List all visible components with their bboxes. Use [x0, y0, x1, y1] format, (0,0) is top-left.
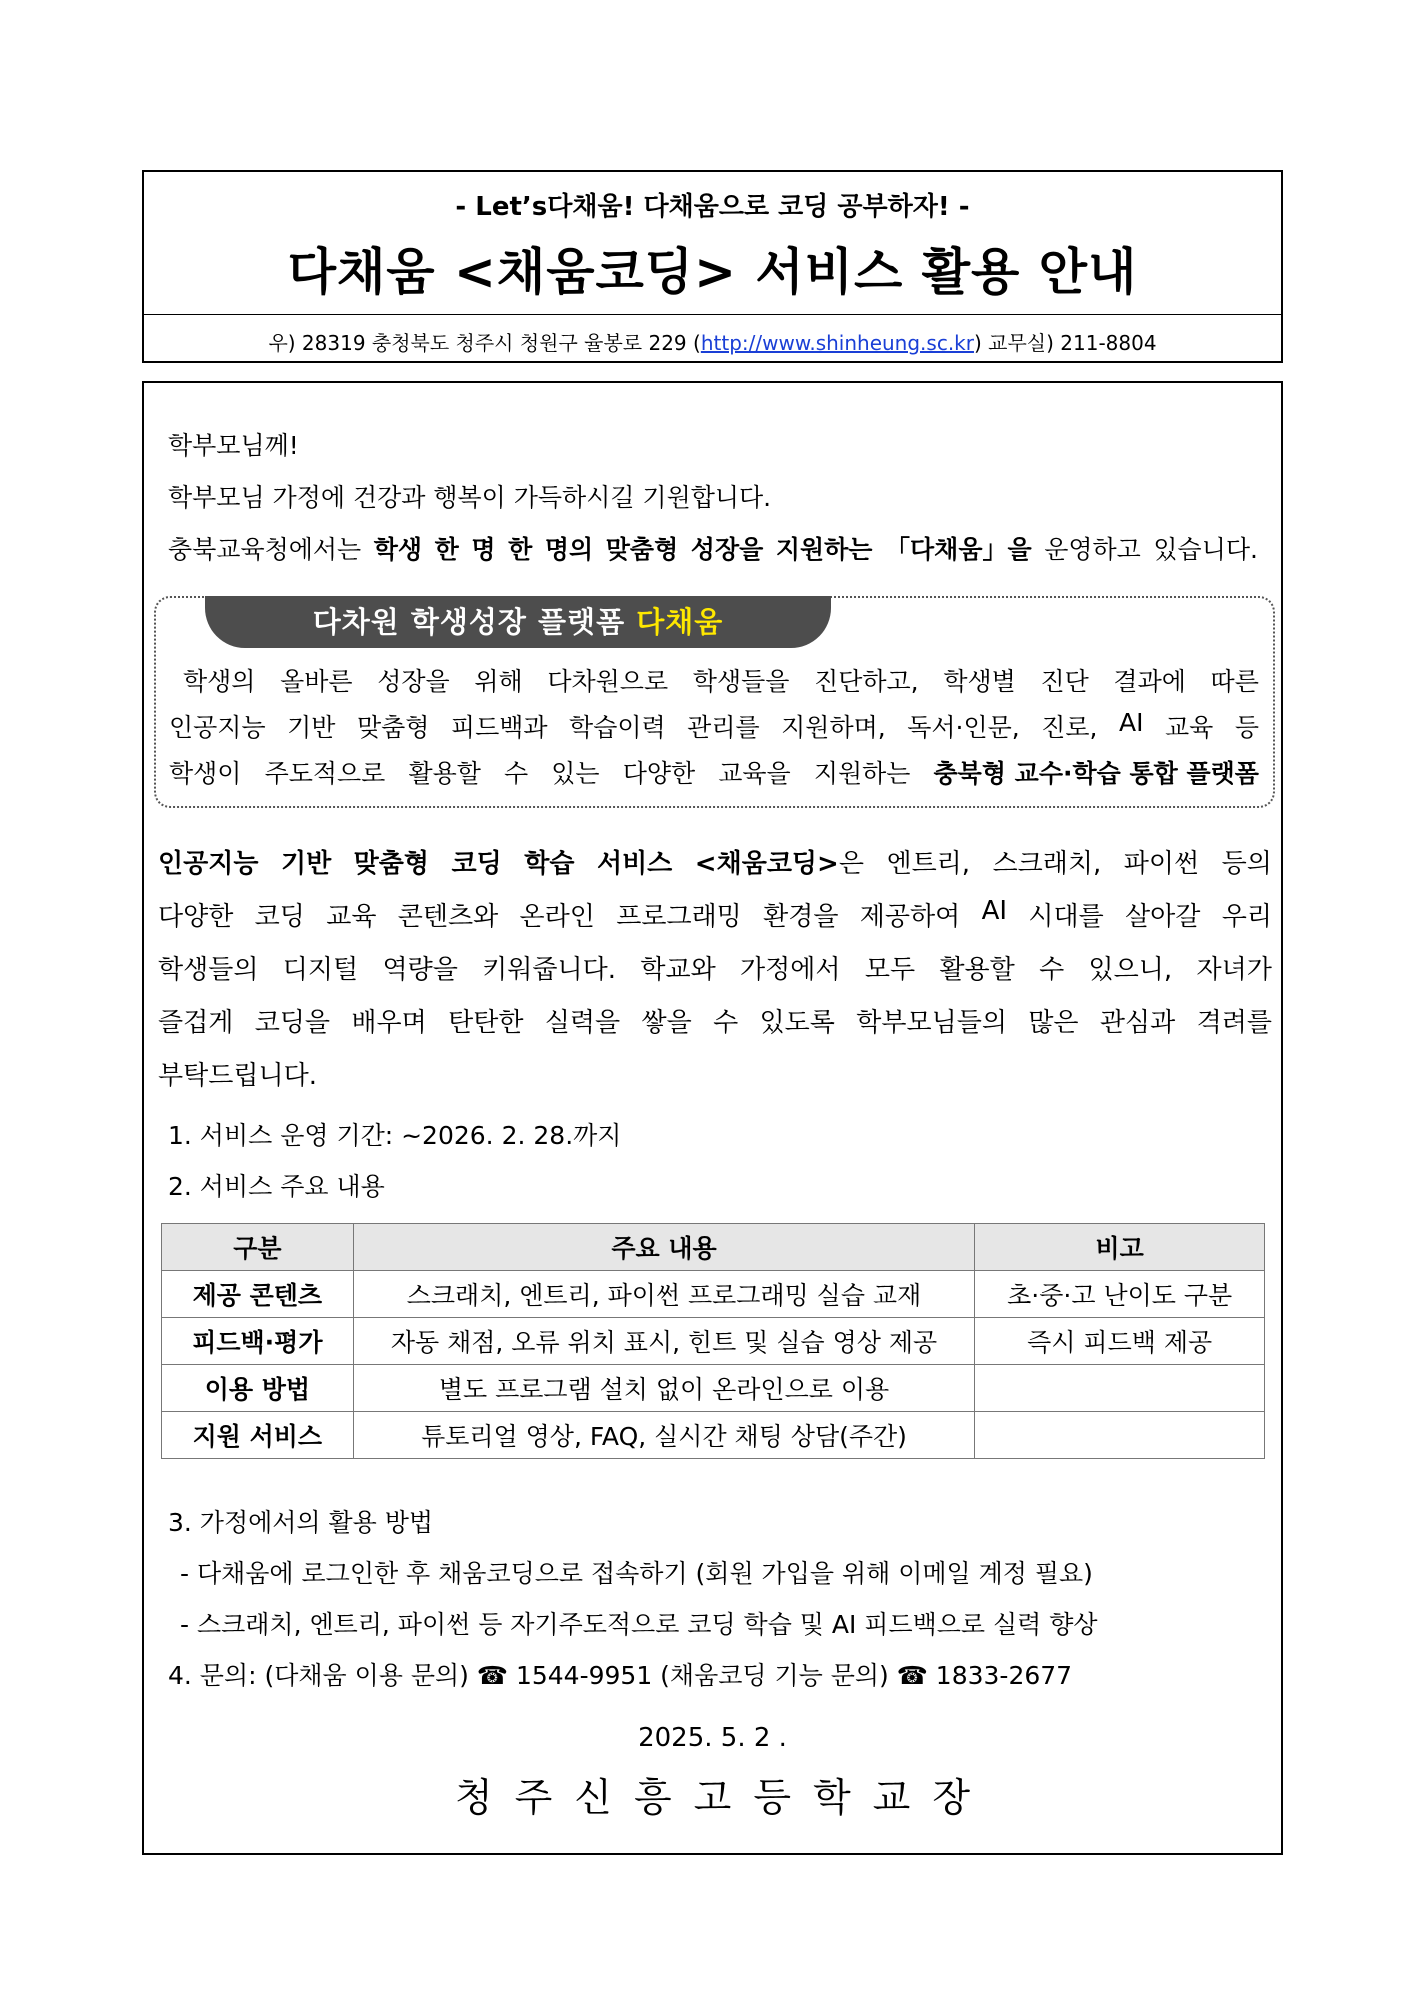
word: 콘텐츠와: [397, 902, 499, 932]
word: 자녀가: [1196, 955, 1272, 985]
word: 맞춤형: [605, 535, 679, 564]
table-row: [162, 1318, 1265, 1365]
word: 운영하고: [1044, 535, 1141, 564]
word: 실력을: [544, 1008, 621, 1038]
word: 한: [508, 535, 533, 564]
word: 기반: [280, 849, 332, 879]
word: 맞춤형: [356, 713, 430, 742]
word: 디지털: [282, 955, 359, 985]
word: 한: [434, 535, 459, 564]
word: AI: [1119, 708, 1144, 737]
greeting-line-1: 학부모님께!: [168, 431, 299, 460]
word: 다양한: [622, 759, 696, 788]
word: 수: [504, 759, 529, 788]
intro-line-5: 부탁드립니다.: [158, 1061, 317, 1091]
word: 지원하는: [775, 535, 873, 564]
word: 은: [838, 849, 864, 879]
table-cell: 이용 방법: [162, 1365, 354, 1412]
item-service-content: 2. 서비스 주요 내용: [168, 1172, 385, 1201]
word: 학교와: [640, 955, 716, 985]
word: 수: [713, 1008, 739, 1038]
word: 모두: [864, 955, 916, 985]
word: 올바른: [280, 667, 353, 696]
platform-banner: [205, 596, 831, 648]
address: 우) 28319 충청북도 청주시 청원구 율봉로 229 (: [268, 331, 701, 355]
table-cell: 즉시 피드백 제공: [975, 1318, 1265, 1365]
word: 교육: [1165, 713, 1214, 742]
intro-line-1: [158, 843, 1272, 880]
table-cell: 제공 콘텐츠: [162, 1271, 354, 1318]
signer: 청주신흥고등학교장: [454, 1776, 993, 1821]
word: 많은: [1028, 1008, 1079, 1038]
word: 스크래치,: [992, 849, 1102, 879]
platform-line-2: [169, 708, 1259, 744]
item-service-period: 1. 서비스 운영 기간: ~2026. 2. 28.까지: [168, 1121, 622, 1150]
greeting-line-3: [168, 530, 1258, 566]
word: 학부모님들의: [856, 1008, 1007, 1038]
word: 교육: [326, 902, 377, 932]
table-row: [162, 1412, 1265, 1459]
word: 활용할: [408, 759, 481, 788]
intro-line-3: [158, 949, 1272, 986]
header-category: 구분: [162, 1224, 354, 1271]
word: 등: [1234, 713, 1259, 742]
word: 따른: [1210, 667, 1259, 696]
body-box: [142, 381, 1283, 1855]
table-cell: 자동 채점, 오류 위치 표시, 힌트 및 실습 영상 제공: [353, 1318, 975, 1365]
word: AI: [981, 896, 1008, 926]
word: 진단하고,: [814, 667, 919, 696]
word: 맞춤형: [353, 849, 430, 879]
word: 결과에: [1113, 667, 1186, 696]
word: 있도록: [759, 1008, 835, 1038]
table-cell: 피드백·평가: [162, 1318, 354, 1365]
word: 충북교육청에서는: [168, 535, 362, 564]
address-bar: [144, 314, 1281, 364]
word: 탄탄한: [448, 1008, 524, 1038]
subtitle: - Let’s다채움! 다채움으로 코딩 공부하자! -: [455, 192, 970, 222]
intro-line-4: [158, 1002, 1272, 1039]
table-header-row: [162, 1224, 1265, 1271]
word: 등의: [1221, 849, 1272, 879]
word: 명: [471, 535, 496, 564]
word: 독서·인문,: [907, 713, 1020, 742]
word: 프로그래밍: [616, 902, 742, 932]
intro-line-2: [158, 896, 1272, 933]
word: 성장을: [690, 535, 764, 564]
word: 있는: [551, 759, 600, 788]
word: 서비스: [596, 849, 673, 879]
word: 기반: [287, 713, 336, 742]
table-cell: 초·중·고 난이도 구분: [975, 1271, 1265, 1318]
word: 키워줍니다.: [482, 955, 617, 985]
table-cell: [975, 1365, 1265, 1412]
platform-box: [154, 596, 1275, 808]
word: 인공지능: [169, 713, 266, 742]
page-title: 다채움 <채움코딩> 서비스 활용 안내: [287, 243, 1138, 301]
table-cell: 별도 프로그램 설치 없이 온라인으로 이용: [353, 1365, 975, 1412]
word: 학생이: [169, 759, 242, 788]
word: 위해: [474, 667, 523, 696]
table-cell: 스크래치, 엔트리, 파이썬 프로그래밍 실습 교재: [353, 1271, 975, 1318]
word: 성장을: [377, 667, 450, 696]
banner-prefix: 다차원 학생성장 플랫폼: [312, 605, 637, 639]
table-cell: 튜토리얼 영상, FAQ, 실시간 채팅 상담(주간): [353, 1412, 975, 1459]
word: 가정에서: [740, 955, 841, 985]
word: 학습이력: [569, 713, 666, 742]
word: 학생: [373, 535, 423, 564]
word: 쌓을: [641, 1008, 692, 1038]
word: 「다채움」을: [885, 535, 1032, 564]
word: 격려를: [1196, 1008, 1272, 1038]
word: 관심과: [1099, 1008, 1176, 1038]
platform-line-3: [169, 754, 1259, 790]
word: 있습니다.: [1153, 535, 1258, 564]
word: 피드백과: [450, 713, 548, 742]
word: 시대를: [1028, 902, 1104, 932]
school-url-link[interactable]: http://www.shinheung.sc.kr: [700, 331, 974, 355]
service-name: <채움코딩>: [694, 849, 839, 879]
word: 있으니,: [1088, 955, 1173, 985]
word: 파이썬: [1123, 849, 1200, 879]
word: 학생의: [183, 667, 256, 696]
address-text: [144, 327, 1281, 356]
address-tail: ) 교무실) 211-8804: [973, 331, 1157, 355]
word: 코딩: [254, 902, 305, 932]
banner-highlight: 다채움: [636, 605, 724, 639]
header-content: 주요 내용: [353, 1224, 975, 1271]
table-cell: [975, 1412, 1265, 1459]
word-group: [695, 843, 864, 880]
word: 코딩을: [254, 1008, 331, 1038]
word: 진단: [1040, 667, 1089, 696]
word: 진로,: [1041, 713, 1098, 742]
header-note: 비고: [975, 1224, 1265, 1271]
word: 우리: [1221, 902, 1272, 932]
word: 살아갈: [1125, 902, 1201, 932]
table-row: [162, 1365, 1265, 1412]
word: 학습: [524, 849, 575, 879]
platform-bold-phrase: 충북형 교수·학습 통합 플랫폼: [933, 759, 1259, 788]
word: 즐겁게: [158, 1008, 234, 1038]
word: 관리를: [687, 713, 760, 742]
word: 수: [1039, 955, 1065, 985]
home-usage-step-2: - 스크래치, 엔트리, 파이썬 등 자기주도적으로 코딩 학습 및 AI 피드백으로 실력 향상: [180, 1610, 1098, 1639]
header-box: [142, 170, 1283, 363]
word: 온라인: [519, 902, 595, 932]
greeting-line-2: 학부모님 가정에 건강과 행복이 가득하시길 기원합니다.: [168, 483, 772, 512]
word: 교육을: [718, 759, 791, 788]
service-table: [161, 1223, 1265, 1459]
word: 지원하는: [813, 759, 911, 788]
word: 환경을: [763, 902, 839, 932]
word: 역량을: [382, 955, 458, 985]
word: 학생들의: [158, 955, 259, 985]
home-usage-step-1: - 다채움에 로그인한 후 채움코딩으로 접속하기 (회원 가입을 위해 이메일 계정 필요): [180, 1559, 1093, 1588]
word: 배우며: [351, 1008, 427, 1038]
platform-line-1: [169, 662, 1259, 698]
word: 활용할: [939, 955, 1015, 985]
word: 학생들을: [692, 667, 790, 696]
word: 다차원으로: [547, 667, 669, 696]
word: 학생별: [943, 667, 1016, 696]
word: 주도적으로: [264, 759, 386, 788]
word: 인공지능: [158, 849, 259, 879]
table-cell: 지원 서비스: [162, 1412, 354, 1459]
item-home-usage: 3. 가정에서의 활용 방법: [168, 1508, 434, 1537]
word: 제공하여: [859, 902, 961, 932]
word: 명의: [544, 535, 594, 564]
table-row: [162, 1271, 1265, 1318]
item-inquiry: 4. 문의: (다채움 이용 문의) ☎ 1544-9951 (채움코딩 기능 문의) ☎ 1833-2677: [168, 1661, 1073, 1690]
word: 엔트리,: [886, 849, 971, 879]
word: 지원하며,: [781, 713, 886, 742]
document-date: 2025. 5. 2 .: [638, 1723, 787, 1753]
word: 코딩: [451, 849, 502, 879]
word: 다양한: [158, 902, 234, 932]
